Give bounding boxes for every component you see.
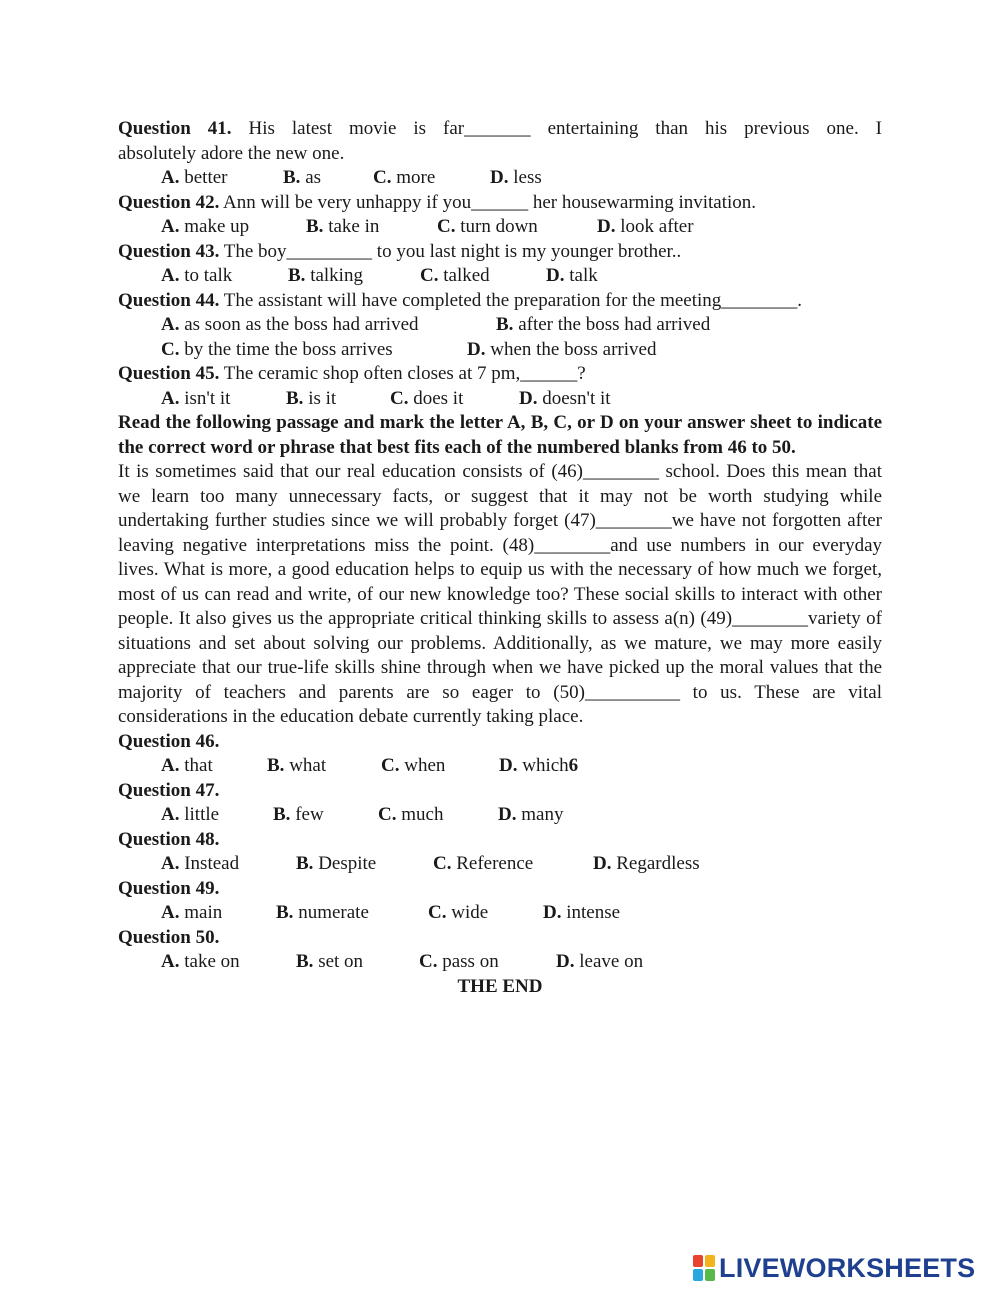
- question-45-text: The ceramic shop often closes at 7 pm,______?: [219, 363, 586, 384]
- option-c[interactable]: C. pass on: [419, 951, 499, 972]
- option-d[interactable]: D. talk: [546, 265, 598, 286]
- question-50-options: [118, 950, 882, 975]
- logo-square-3: [693, 1269, 703, 1281]
- question-43-label: Question 43.: [118, 240, 220, 262]
- option-b[interactable]: B. after the boss had arrived: [496, 314, 711, 335]
- logo-square-4: [705, 1269, 715, 1281]
- option-c[interactable]: C. wide: [428, 902, 489, 923]
- logo-square-1: [693, 1255, 703, 1267]
- option-b[interactable]: B. is it: [286, 387, 337, 409]
- question-48-label: Question 48.: [118, 828, 220, 850]
- question-41-label: Question 41.: [118, 118, 232, 139]
- option-a[interactable]: A. isn't it: [161, 387, 231, 409]
- question-45-options: [118, 387, 882, 412]
- option-a[interactable]: A. take on: [161, 951, 240, 972]
- end-marker: THE END: [457, 975, 543, 997]
- question-42: [118, 191, 882, 216]
- question-44-label: Question 44.: [118, 289, 220, 311]
- question-41: [118, 117, 882, 142]
- option-b[interactable]: B. few: [273, 804, 324, 825]
- option-b[interactable]: B. talking: [288, 265, 363, 286]
- option-b[interactable]: B. Despite: [296, 853, 377, 874]
- option-b[interactable]: B. what: [267, 755, 327, 776]
- question-44: [118, 289, 882, 314]
- question-42-text: Ann will be very unhappy if you______ her housewarming invitation.: [219, 191, 757, 213]
- option-d[interactable]: D. look after: [597, 216, 694, 237]
- option-d[interactable]: D. when the boss arrived: [467, 338, 657, 360]
- option-a[interactable]: A. Instead: [161, 853, 240, 874]
- question-45-label: Question 45.: [118, 363, 220, 384]
- option-a[interactable]: A. better: [161, 167, 228, 188]
- option-d[interactable]: D. Regardless: [593, 853, 700, 874]
- option-b[interactable]: B. numerate: [276, 902, 369, 923]
- option-a[interactable]: A. main: [161, 902, 223, 923]
- option-c[interactable]: C. more: [373, 167, 436, 188]
- option-d[interactable]: D. less: [490, 167, 542, 188]
- option-c[interactable]: C. talked: [420, 265, 490, 286]
- question-47-options: [118, 803, 882, 828]
- question-50-label: Question 50.: [118, 926, 220, 948]
- question-44-options-row2: [118, 338, 882, 363]
- question-42-options: [118, 215, 882, 240]
- question-44-options-row1: [118, 313, 882, 338]
- worksheet: [118, 117, 882, 999]
- option-d[interactable]: D. leave on: [556, 951, 644, 972]
- option-b[interactable]: B. as: [283, 167, 322, 188]
- option-d[interactable]: D. doesn't it: [519, 387, 611, 409]
- logo-wordmark: LIVEWORKSHEETS: [719, 1252, 976, 1283]
- option-c[interactable]: C. does it: [390, 387, 464, 409]
- option-a[interactable]: A. little: [161, 804, 220, 825]
- option-c[interactable]: C. when: [381, 755, 446, 776]
- option-b[interactable]: B. set on: [296, 951, 364, 972]
- question-48-options: [118, 852, 882, 877]
- question-46-label: Question 46.: [118, 730, 220, 752]
- question-47-label: Question 47.: [118, 779, 220, 801]
- question-43-options: [118, 264, 882, 289]
- question-49-options: [118, 901, 882, 926]
- option-c[interactable]: C. Reference: [433, 853, 534, 874]
- option-a[interactable]: A. that: [161, 755, 213, 776]
- question-45: [118, 362, 882, 387]
- question-43-text: The boy_________ to you last night is my younger brother..: [219, 240, 682, 262]
- question-42-label: Question 42.: [118, 191, 220, 213]
- question-41-text-line1: His latest movie is far_______ entertaining than his previous one. I: [231, 118, 882, 139]
- option-c[interactable]: C. much: [378, 804, 444, 825]
- stray-character: 6: [568, 755, 579, 776]
- question-41-continuation: absolutely adore the new one.: [118, 142, 345, 164]
- option-c[interactable]: C. by the time the boss arrives: [161, 338, 393, 360]
- passage-instruction: Read the following passage and mark the letter A, B, C, or D on your answer sheet to indicate the correct word or phrase that best fits each of the numbered blanks from 46 to 50.: [118, 412, 882, 458]
- liveworksheets-logo[interactable]: [693, 1253, 975, 1283]
- question-49-label: Question 49.: [118, 877, 220, 899]
- option-c[interactable]: C. turn down: [437, 216, 538, 237]
- question-46-options: [118, 754, 882, 779]
- logo-square-2: [705, 1255, 715, 1267]
- question-41-options: [118, 166, 882, 191]
- option-a[interactable]: A. as soon as the boss had arrived: [161, 314, 419, 335]
- option-b[interactable]: B. take in: [306, 216, 380, 237]
- option-a[interactable]: A. to talk: [161, 265, 233, 286]
- option-d[interactable]: D. many: [498, 804, 564, 825]
- reading-passage: It is sometimes said that our real education consists of (46)________ school. Does this mean that we learn too many unnecessary facts, or suggest that it may not be worth studying while undertaking further studies since we will probably forget (47)________we have not forgotten after leaving negative interpretations miss the point. (48)________and use numbers in our everyday lives. What is more, a good education helps to equip us with the necessary of how much we forget, most of us can read and write, of our new knowledge too? These social skills to interact with other people. It also gives us the appropriate critical thinking skills to assess a(n) (49)________variety of situations and set about solving our problems. Additionally, as we mature, we may more easily appreciate that our true-life skills shine through when we have picked up the moral values that the majority of teachers and parents are so eager to (50)__________ to us. These are vital considerations in the education debate currently taking place.: [118, 461, 882, 727]
- question-44-text: The assistant will have completed the preparation for the meeting________.: [219, 289, 803, 311]
- option-d[interactable]: D. which6: [499, 755, 579, 776]
- question-43: [118, 240, 882, 265]
- option-a[interactable]: A. make up: [161, 216, 250, 237]
- liveworksheets-logo-icon: [693, 1255, 715, 1281]
- option-d[interactable]: D. intense: [543, 902, 621, 923]
